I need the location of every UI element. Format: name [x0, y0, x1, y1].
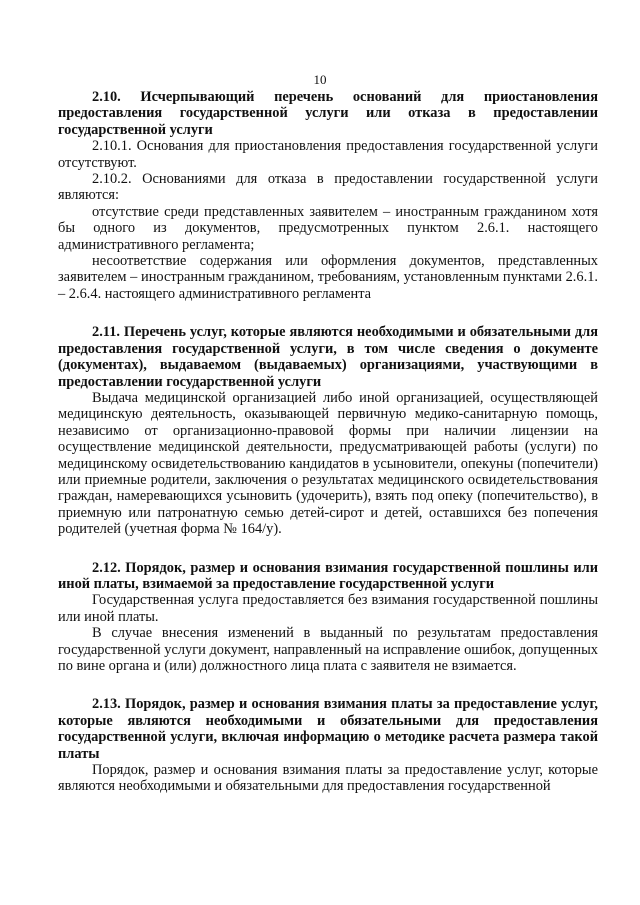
- paragraph: В случае внесения изменений в выданный по результатам предоставления государственной услуги документ, направленный на исправление ошибок, допущенных по вине органа и (или) должностного лица плата с заявителя не взимается.: [58, 625, 598, 674]
- section-2-12: [58, 560, 598, 675]
- paragraph: Порядок, размер и основания взимания платы за предоставление услуг, которые являются необходимыми и обязательными для предоставления государственной: [58, 762, 598, 795]
- page-number: 10: [313, 72, 327, 87]
- paragraph: Выдача медицинской организацией либо иной организацией, осуществляющей медицинскую деятельность, оказывающей первичную медико-санитарную помощь, независимо от организационно-правовой формы при наличии лицензии на осуществление медицинской деятельности, предусматривающей работы (услуги) по медицинскому освидетельствованию кандидатов в усыновители, опекуны (попечители) или приемные родители, заключения о результатах медицинского освидетельствования граждан, намеревающихся усыновить (удочерить), взять под опеку (попечительство), в приемную или патронатную семью детей-сирот и детей, оставшихся без попечения родителей (учетная форма № 164/у).: [58, 389, 598, 538]
- paragraph: 2.10.1. Основания для приостановления предоставления государственной услуги отсутствуют.: [58, 138, 598, 171]
- section-heading: 2.10. Исчерпывающий перечень оснований для приостановления предоставления государственной услуги или отказа в предоставлении государственной услуги: [58, 89, 598, 138]
- section-2-13: [58, 696, 598, 794]
- section-2-11: [58, 324, 598, 537]
- section-heading: 2.13. Порядок, размер и основания взимания платы за предоставление услуг, которые являются необходимыми и обязательными для предоставления государственной услуги, включая информацию о методике расчета размера такой платы: [58, 696, 598, 762]
- paragraph: 2.10.2. Основаниями для отказа в предоставлении государственной услуги являются:: [58, 171, 598, 204]
- paragraph: отсутствие среди представленных заявителем – иностранным гражданином хотя бы одного из документов, предусмотренных пунктом 2.6.1. настоящего административного регламента;: [58, 203, 598, 253]
- paragraph: Государственная услуга предоставляется без взимания государственной пошлины или иной платы.: [58, 592, 598, 625]
- document-body: [58, 89, 598, 795]
- section-heading: 2.11. Перечень услуг, которые являются необходимыми и обязательными для предоставления государственной услуги, в том числе сведения о документе (документах), выдаваемом (выдаваемых) организациями, участвующими в предоставлении государственной услуги: [58, 324, 598, 390]
- section-2-10: [58, 89, 598, 302]
- section-heading: 2.12. Порядок, размер и основания взимания государственной пошлины или иной платы, взимаемой за предоставление государственной услуги: [58, 559, 598, 592]
- paragraph: несоответствие содержания или оформления документов, представленных заявителем – иностранным гражданином, требованиям, установленным пунктами 2.6.1. – 2.6.4. настоящего административного регламента: [58, 253, 598, 302]
